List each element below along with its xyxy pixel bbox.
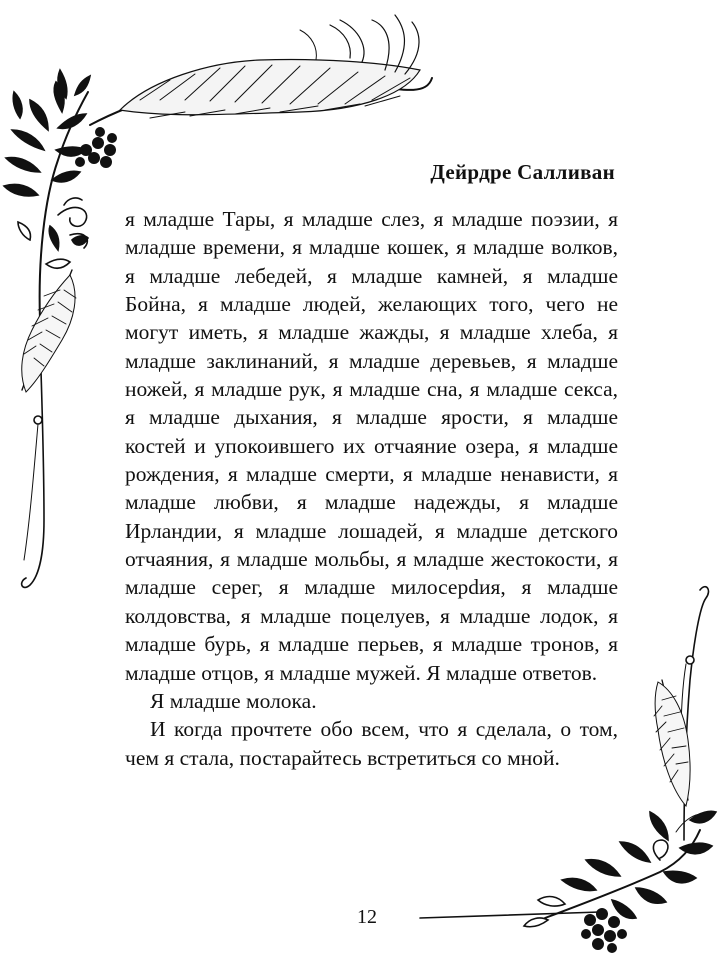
paragraph-1: я младше Тары, я младше слез, я младше поэзии, я младше времени, я младше кошек, я младше волков, я младше лебедей, я младше камней, я младше Бойна, я младше людей, желающих того, чего не могут иметь, я младше жажды, я младше хлеба, я младше заклинаний, я младше деревьев, я младше ножей, я младше рук, я младше сна, я младше секса, я младше дыхания, я младше ярости, я младше костей и упокоившего их отчаяние озера, я младше рождения, я младше смерти, я младше ненависти, я младше любви, я младше надежды, я младше Ирландии, я младше лошадей, я младше детского отчаяния, я младше мольбы, я младше жестокости, я младше серег, я младше милосерdия, я младше колдовства, я младше поцелуев, я младше лодок, я младше бурь, я младше перьев, я младше тронов, я младше отцов, я младше мужей. Я младше ответов. — [125, 207, 618, 685]
rowan-branch-icon — [4, 70, 90, 320]
body-text — [125, 205, 618, 772]
small-feather-icon — [22, 270, 76, 392]
small-feather-icon — [654, 680, 690, 806]
berries-icon — [581, 908, 627, 953]
paragraph-2: Я младше молока. — [150, 688, 317, 713]
paragraph-3: И когда прочтете обо всем, что я сделала, о том, чем я стала, постарайтесь встретиться со мной. — [125, 717, 618, 770]
running-head: Дейрдре Салливан — [430, 160, 615, 184]
berries-icon — [75, 127, 117, 168]
rowan-branch-icon — [524, 811, 716, 926]
page-number: 12 — [357, 906, 377, 928]
swirl-vine-icon — [18, 198, 88, 587]
feather-icon — [90, 15, 432, 125]
